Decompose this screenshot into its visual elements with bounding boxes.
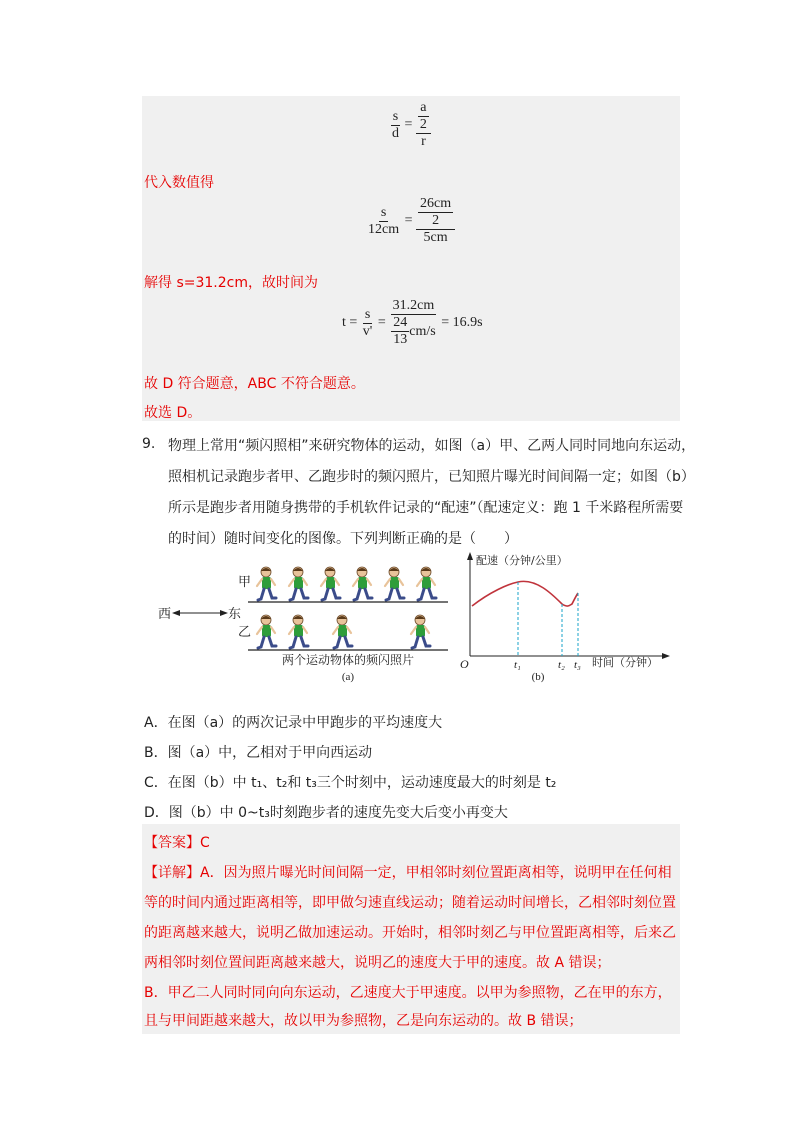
option-a: A．在图（a）的两次记录中甲跑步的平均速度大 <box>144 715 443 731</box>
answer-label: 【答案】C <box>144 835 210 851</box>
east-label: 东 <box>228 607 242 622</box>
runner-jia-2 <box>289 567 308 600</box>
runner-yi-3 <box>333 615 352 648</box>
equation-time: t = $\frac{s}{v'}$ = 31.2cm $\frac{24}{13}$ cm/s = 16.9s <box>342 298 483 348</box>
option-b: B．图（a）中，乙相对于甲向西运动 <box>144 745 373 761</box>
equation-ratio: $\frac{s}{d}$ = $\frac{\frac{a}{2}}{r}$ <box>390 100 431 150</box>
question-line-4: 的时间）随时间变化的图像。下列判断正确的是（ ） <box>168 531 518 547</box>
runner-jia-1 <box>257 567 276 600</box>
runner-yi-4 <box>411 615 430 648</box>
runner-yi-2 <box>289 615 308 648</box>
solve-line: 解得 s=31.2cm，故时间为 <box>144 275 318 291</box>
explanation-line-5: B．甲乙二人同时同向向东运动，乙速度大于甲速度。以甲为参照物，乙在甲的东方， <box>144 985 672 1001</box>
runner-yi-1 <box>257 615 276 648</box>
runner-jia-5 <box>385 567 404 600</box>
question-line-1: 物理上常用“频闪照相”来研究物体的运动，如图（a）甲、乙两人同时同地向东运动， <box>168 438 696 454</box>
y-axis-label: 配速（分钟/公里） <box>476 554 568 567</box>
equation-substituted: $\frac{s}{12cm}$ = $\frac{\frac{26cm}{2}}{5cm}$ <box>366 196 455 246</box>
question-line-3: 所示是跑步者用随身携带的手机软件记录的“配速”（配速定义：跑 1 千米路程所需要 <box>168 500 684 516</box>
figure-a-caption: 两个运动物体的频闪照片 <box>281 653 415 667</box>
question-number: 9. <box>142 436 156 452</box>
origin-label: O <box>460 657 469 671</box>
figure-b-sub: (b) <box>531 671 545 683</box>
explanation-line-3: 的距离越来越大，说明乙做加速运动。开始时，相邻时刻乙与甲位置距离相等，后来乙 <box>144 925 676 941</box>
figure-a-strobe-photo <box>150 556 450 684</box>
runner-jia-3 <box>321 567 340 600</box>
d-correct-line: 故 D 符合题意，ABC 不符合题意。 <box>144 376 365 392</box>
row-label-yi: 乙 <box>238 625 252 640</box>
explanation-line-2: 等的时间内通过距离相等，即甲做匀速直线运动；随着运动时间增长，乙相邻时刻位置 <box>144 895 676 911</box>
question-line-2: 照相机记录跑步者甲、乙跑步时的频闪照片，已知照片曝光时间间隔一定；如图（b） <box>168 469 695 485</box>
choose-line: 故选 D。 <box>144 405 202 421</box>
explanation-line-6: 且与甲间距越来越大，故以甲为参照物，乙是向东运动的。故 B 错误； <box>144 1013 583 1029</box>
tick-t2: t₂ <box>558 659 565 671</box>
x-axis-label: 时间（分钟） <box>592 656 658 669</box>
tick-t3: t₃ <box>574 659 581 671</box>
row-label-jia: 甲 <box>238 575 252 590</box>
explanation-line-1: 【详解】A．因为照片曝光时间间隔一定，甲相邻时刻位置距离相等，说明甲在任何相 <box>144 865 672 881</box>
tick-t1: t₁ <box>514 659 521 671</box>
figure-a-sub: (a) <box>341 671 355 683</box>
runner-jia-6 <box>417 567 436 600</box>
option-d: D．图（b）中 0~t₃时刻跑步者的速度先变大后变小再变大 <box>144 805 508 821</box>
west-label: 西 <box>158 607 172 622</box>
substitute-line: 代入数值得 <box>144 175 214 191</box>
explanation-line-4: 两相邻时刻位置间距离越来越大，说明乙的速度大于甲的速度。故 A 错误； <box>144 955 611 971</box>
runner-jia-4 <box>353 567 372 600</box>
option-c: C．在图（b）中 t₁、t₂和 t₃三个时刻中，运动速度最大的时刻是 t₂ <box>144 775 557 791</box>
figure-b-pace-graph <box>456 548 676 686</box>
